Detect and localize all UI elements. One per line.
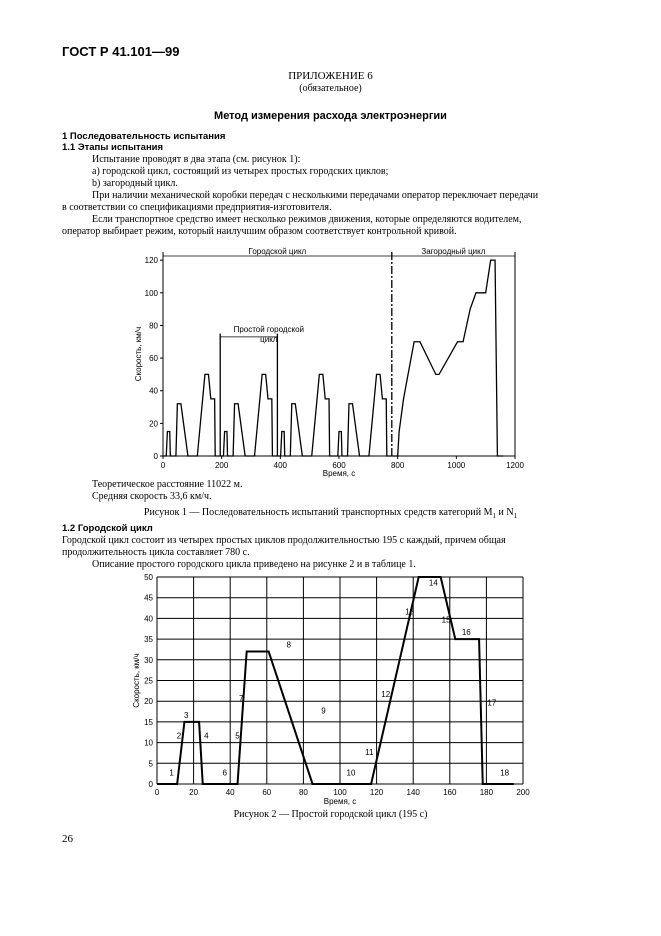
fig2-point-label: 8	[286, 640, 291, 650]
fig1-xtick-label: 200	[214, 461, 229, 470]
fig1-simple-label-1: Простой городской	[233, 324, 305, 334]
fig2-xtick-label: 120	[369, 788, 384, 797]
fig2-point-label: 5	[235, 731, 240, 741]
fig1-ytick-label: 100	[144, 288, 158, 298]
fig2-point-label: 6	[222, 768, 227, 778]
fig2-xtick-label: 180	[479, 788, 494, 797]
s12-para-1b: продолжительность цикла составляет 780 с.	[62, 547, 250, 558]
fig2-point-label: 1	[169, 768, 174, 778]
fig2-point-label: 16	[461, 627, 471, 637]
heading-1: 1 Последовательность испытания	[62, 131, 226, 142]
doc-code: ГОСТ Р 41.101—99	[62, 44, 180, 59]
appendix-subtitle: (обязательное)	[299, 83, 362, 94]
fig2-xtick-label: 100	[333, 788, 347, 797]
fig2-point-label: 2	[176, 731, 182, 741]
fig2-ytick-label: 25	[144, 676, 153, 686]
fig1-caption-and: и N	[495, 507, 514, 518]
fig2-point-label: 10	[346, 768, 356, 778]
fig2-xtick-label: 40	[225, 788, 235, 797]
section-title: Метод измерения расхода электроэнергии	[214, 110, 447, 122]
line-1: Испытание проводят в два этапа (см. рисунок 1):	[92, 154, 301, 165]
fig2-ytick-label: 5	[148, 759, 153, 769]
heading-1-2: 1.2 Городской цикл	[62, 523, 153, 534]
fig1-xtick-label: 800	[390, 461, 405, 470]
fig1-extra-label: Загородный цикл	[421, 247, 486, 256]
fig1-caption-sub1: 1	[492, 512, 496, 520]
fig1-ytick-label: 80	[149, 321, 158, 331]
fig2-point-label: 15	[441, 615, 451, 625]
fig1-ytick-label: 20	[149, 419, 158, 429]
fig1-avg-speed: Средняя скорость 33,6 км/ч.	[92, 491, 212, 502]
fig2-series	[157, 577, 514, 784]
page-number: 26	[62, 833, 73, 845]
fig1-xtick-label: 400	[273, 461, 288, 470]
fig1-ytick-label: 0	[153, 452, 158, 461]
fig2-xtick-label: 60	[262, 788, 272, 797]
fig1-ytick-label: 40	[149, 386, 158, 396]
fig1-simple-label-2: цикл	[260, 334, 278, 344]
appendix-title: ПРИЛОЖЕНИЕ 6	[288, 70, 373, 82]
para-1b: в соответствии со спецификациями предприятия-изготовителя.	[62, 202, 332, 213]
fig1-caption-sub2: 1	[513, 512, 518, 520]
para-1a: При наличии механической коробки передач с несколькими передачами оператор переключает передачи	[92, 190, 539, 201]
fig1-ylabel: Скорость, км/ч	[134, 326, 143, 382]
fig1-xtick-label: 0	[160, 461, 166, 470]
fig2-point-label: 12	[381, 690, 391, 700]
fig1-caption-main: Рисунок 1 — Последовательность испытаний транспортных средств категорий M	[143, 507, 493, 518]
heading-1-1: 1.1 Этапы испытания	[62, 142, 164, 153]
fig1-urban-series	[163, 374, 392, 456]
fig2-xtick-label: 20	[189, 788, 199, 797]
fig1-xtick-label: 1000	[447, 461, 466, 470]
fig1-caption	[0, 507, 661, 522]
fig1-xtick-label: 600	[332, 461, 346, 470]
fig2-point-label: 7	[238, 694, 244, 704]
line-2: a) городской цикл, состоящий из четырех простых городских циклов;	[92, 166, 389, 177]
fig1-xlabel: Время, с	[322, 469, 356, 478]
fig2-ytick-label: 20	[144, 697, 153, 707]
fig2-xtick-label: 140	[406, 788, 420, 797]
line-3: b) загородный цикл.	[92, 178, 178, 189]
fig2-ytick-label: 10	[144, 738, 153, 748]
para-2b: оператор выбирает режим, который наилучшим образом соответствует контрольной кривой.	[62, 226, 457, 237]
fig1-ytick-label: 120	[144, 256, 158, 266]
fig2-ylabel: Скорость, км/ч	[132, 653, 141, 708]
fig2-xtick-label: 160	[443, 788, 457, 797]
para-2a: Если транспортное средство имеет несколько режимов движения, которые определяются водителем,	[92, 214, 522, 225]
fig2-xtick-label: 200	[516, 788, 530, 797]
fig1-extra-series	[392, 260, 503, 456]
fig2-ytick-label: 35	[144, 635, 153, 645]
fig1-xtick-label: 1200	[506, 461, 524, 470]
fig2-point-label: 14	[428, 578, 438, 588]
fig2-ytick-label: 15	[144, 717, 153, 727]
fig2-point-label: 3	[184, 710, 189, 720]
fig2-ytick-label: 50	[144, 573, 153, 582]
s12-para-2: Описание простого городского цикла приведено на рисунке 2 и в таблице 1.	[92, 559, 416, 570]
fig2-point-label: 4	[204, 731, 209, 741]
fig2-ytick-label: 30	[144, 655, 153, 665]
fig2-caption: Рисунок 2 — Простой городской цикл (195 с)	[233, 809, 428, 820]
s12-para-1a: Городской цикл состоит из четырех простых циклов продолжительностью 195 с каждый, причем общая	[62, 535, 506, 546]
fig2-point-label: 11	[365, 748, 374, 758]
fig2-xtick-label: 0	[154, 788, 160, 797]
fig2-point-label: 9	[321, 706, 326, 716]
fig2-ytick-label: 0	[148, 780, 153, 789]
fig2-point-label: 17	[487, 698, 497, 708]
figure-2-plot	[144, 573, 530, 797]
fig2-point-label: 13	[405, 607, 414, 617]
fig2-point-label: 18	[500, 768, 510, 778]
fig1-ytick-label: 60	[149, 354, 158, 364]
figure-1-plot	[145, 252, 525, 470]
fig1-urban-label: Городской цикл	[248, 247, 307, 256]
fig2-xlabel: Время, с	[323, 797, 357, 806]
fig2-ytick-label: 45	[144, 593, 153, 603]
fig1-distance: Теоретическое расстояние 11022 м.	[92, 479, 243, 490]
fig2-xtick-label: 80	[298, 788, 308, 797]
fig2-ytick-label: 40	[144, 614, 153, 624]
